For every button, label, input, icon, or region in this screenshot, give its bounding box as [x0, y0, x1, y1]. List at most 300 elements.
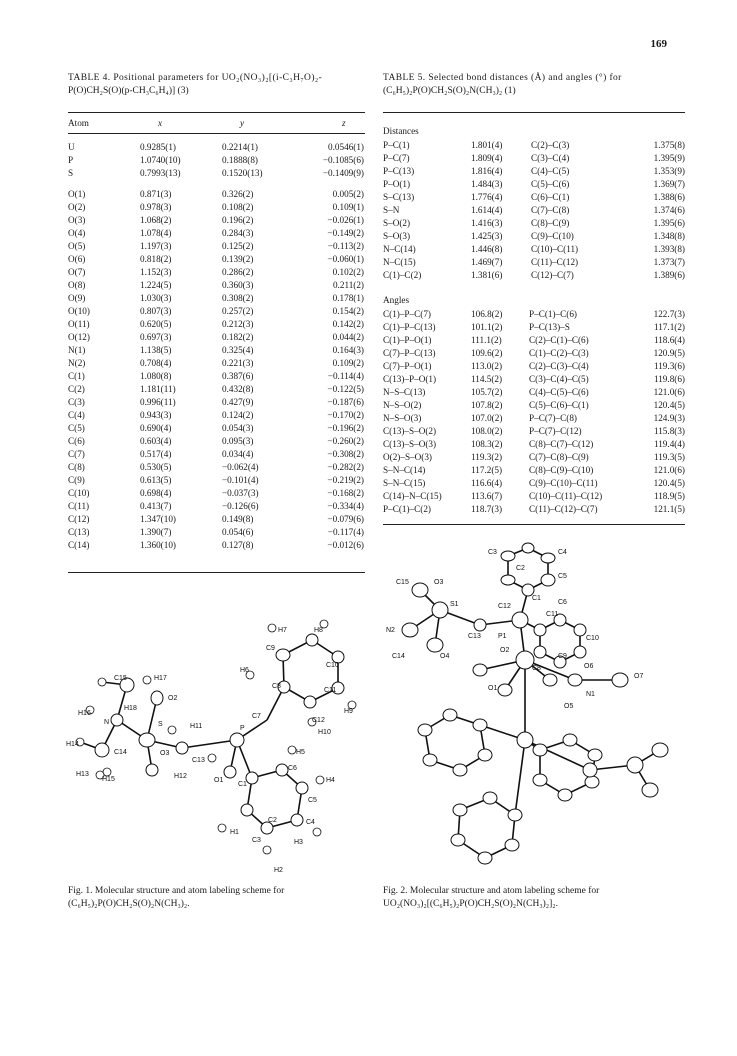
angle-row [383, 502, 685, 515]
distance-value-left: 1.614(4) [471, 204, 503, 215]
distance-value-right: 1.393(8) [653, 243, 685, 254]
table4-y-cell: −0.037(3) [222, 487, 259, 498]
angle-bond-right: C(5)–C(6)–C(1) [529, 399, 589, 410]
table4-z-cell: 0.154(2) [332, 305, 364, 316]
table4-row [68, 187, 365, 200]
distance-bond-right: C(5)–C(6) [531, 178, 570, 189]
table4-body [68, 140, 365, 551]
table4-y-cell: 0.221(3) [222, 357, 254, 368]
distance-bond-left: S–O(2) [383, 217, 411, 228]
table4-z-cell: −0.308(2) [327, 448, 364, 459]
table4-atom-cell: O(6) [68, 253, 86, 264]
fig1-label-c3: C3 [252, 837, 261, 844]
table4-z-cell: −0.1409(9) [322, 167, 364, 178]
fig2-label-o3: O3 [434, 579, 444, 586]
table4-atom-cell: O(2) [68, 201, 86, 212]
table4-x-cell: 0.697(3) [140, 331, 172, 342]
table4-x-cell: 0.807(3) [140, 305, 172, 316]
table4-row [68, 447, 365, 460]
table4-atom-cell: C(11) [68, 500, 90, 511]
angle-bond-left: S–N–C(15) [383, 477, 426, 488]
table4-row [68, 153, 365, 166]
table4-atom-cell: C(7) [68, 448, 85, 459]
distance-row [383, 151, 685, 164]
table4-x-cell: 1.197(3) [140, 240, 172, 251]
angle-row [383, 333, 685, 346]
distance-row [383, 190, 685, 203]
angle-bond-left: O(2)–S–O(3) [383, 451, 432, 462]
angle-value-left: 114.5(2) [471, 373, 503, 384]
table4-x-cell: 1.078(4) [140, 227, 172, 238]
table4-x-cell: 0.943(3) [140, 409, 172, 420]
angle-bond-right: C(4)–C(5)–C(6) [529, 386, 589, 397]
table4-z-cell: 0.211(2) [332, 279, 364, 290]
table4-row [68, 395, 365, 408]
angle-value-left: 101.1(2) [471, 321, 503, 332]
table5-caption: TABLE 5. Selected bond distances (Å) and angles (°) for (C₆H₅)₂P(O)CH₂S(O)₂N(CH₃)₂ (1) [383, 73, 622, 96]
angle-row [383, 346, 685, 359]
angle-bond-left: P–C(1)–C(2) [383, 503, 431, 514]
fig1-label-c8: C8 [272, 683, 281, 690]
table4-header-rule [68, 133, 365, 134]
fig1-label-c12: C12 [312, 717, 325, 724]
distances-heading: Distances [383, 126, 419, 136]
fig1-label-h12: H12 [174, 773, 187, 780]
table4-atom-cell: O(12) [68, 331, 90, 342]
distance-row [383, 229, 685, 242]
table4-atom-cell: C(13) [68, 526, 90, 537]
distance-value-right: 1.374(6) [653, 204, 685, 215]
angle-value-right: 119.3(5) [653, 451, 685, 462]
table4-x-cell: 0.708(4) [140, 357, 172, 368]
table4-atom-cell: N(1) [68, 344, 86, 355]
distances-body [383, 138, 685, 281]
table4-z-cell: −0.114(4) [327, 370, 364, 381]
table4-bottom-rule [68, 572, 365, 573]
fig2-label-n2: N2 [386, 627, 395, 634]
angle-bond-left: N–S–O(2) [383, 399, 422, 410]
angle-bond-left: N–S–O(3) [383, 412, 422, 423]
angle-row [383, 411, 685, 424]
table4-row [68, 226, 365, 239]
fig1-label-h10: H10 [318, 729, 331, 736]
table4-z-cell: −0.260(2) [327, 435, 364, 446]
angle-bond-right: C(1)–C(2)–C(3) [529, 347, 589, 358]
fig1-label-c15: C15 [114, 675, 127, 682]
table4-header-z: z [342, 118, 346, 128]
table4-y-cell: 0.284(3) [222, 227, 254, 238]
fig1-label-o2: O2 [168, 695, 178, 702]
table4-y-cell: 0.1520(13) [222, 167, 263, 178]
angle-bond-left: C(7)–P–O(1) [383, 360, 432, 371]
table4-row [68, 265, 365, 278]
table4-y-cell: 0.286(2) [222, 266, 254, 277]
fig1-label-s: S [158, 721, 163, 728]
distance-bond-right: C(12)–C(7) [531, 269, 574, 280]
distance-value-left: 1.381(6) [471, 269, 503, 280]
distance-bond-right: C(10)–C(11) [531, 243, 579, 254]
fig2-label-o6: O6 [584, 663, 594, 670]
angle-row [383, 385, 685, 398]
table4-row [68, 140, 365, 153]
table4-z-cell: 0.142(2) [332, 318, 364, 329]
table4-atom-cell: S [68, 167, 74, 178]
table4-row [68, 330, 365, 343]
angle-value-right: 121.0(6) [653, 386, 685, 397]
fig1-label-h17: H17 [154, 675, 167, 682]
table4-row [68, 356, 365, 369]
table4-x-cell: 0.620(5) [140, 318, 172, 329]
fig1-label-h15: H15 [102, 776, 115, 783]
angle-bond-right: C(9)–C(10)–C(11) [529, 477, 598, 488]
angle-value-right: 119.3(6) [653, 360, 685, 371]
table4-z-cell: 0.0546(1) [328, 141, 364, 152]
table4-y-cell: 0.095(3) [222, 435, 254, 446]
distance-value-right: 1.395(6) [653, 217, 685, 228]
table4-z-cell: −0.170(2) [327, 409, 364, 420]
angle-bond-right: C(11)–C(12)–C(7) [529, 503, 598, 514]
table4-x-cell: 1.360(10) [140, 539, 176, 550]
fig1-label-o1: O1 [214, 777, 224, 784]
angle-value-right: 124.9(3) [653, 412, 685, 423]
table4-atom-cell: O(4) [68, 227, 86, 238]
table4-row [68, 408, 365, 421]
table4-y-cell: 0.308(2) [222, 292, 254, 303]
table4-y-cell: 0.139(2) [222, 253, 254, 264]
table4-z-cell: 0.102(2) [332, 266, 364, 277]
table4-y-cell: 0.108(2) [222, 201, 254, 212]
table4-row [68, 369, 365, 382]
distance-bond-left: S–C(13) [383, 191, 415, 202]
distance-value-right: 1.353(9) [653, 165, 685, 176]
table4-atom-cell: C(12) [68, 513, 90, 524]
distance-value-left: 1.416(3) [471, 217, 503, 228]
distance-row [383, 255, 685, 268]
table4-y-cell: 0.124(2) [222, 409, 254, 420]
distance-bond-left: S–O(3) [383, 230, 411, 241]
table4-x-cell: 1.181(11) [140, 383, 176, 394]
table4-z-cell: −0.012(6) [327, 539, 364, 550]
fig1-label-h2: H2 [274, 867, 283, 874]
figure1-svg [62, 610, 372, 880]
fig2-label-c12: C12 [498, 603, 511, 610]
distance-value-left: 1.809(4) [471, 152, 503, 163]
table4-atom-cell: O(5) [68, 240, 86, 251]
angle-value-right: 121.1(5) [653, 503, 685, 514]
table4-y-cell: 0.427(9) [222, 396, 254, 407]
angle-row [383, 320, 685, 333]
table4-row [68, 512, 365, 525]
angle-bond-right: P–C(7)–C(8) [529, 412, 577, 423]
figure2-svg [380, 540, 690, 880]
table4-x-cell: 1.080(8) [140, 370, 172, 381]
fig1-label-c1: C1 [238, 781, 247, 788]
table5-top-rule [383, 112, 685, 113]
fig1-label-h6: H6 [240, 667, 249, 674]
fig2-label-o4: O4 [440, 653, 450, 660]
table4-z-cell: −0.149(2) [327, 227, 364, 238]
angle-row [383, 489, 685, 502]
fig1-label-c5: C5 [308, 797, 317, 804]
distance-bond-left: P–C(1) [383, 139, 410, 150]
table5-bottom-rule [383, 524, 685, 525]
distance-value-left: 1.425(3) [471, 230, 503, 241]
table4-row [68, 434, 365, 447]
figure1-structure [62, 610, 372, 880]
table4-x-cell: 0.613(5) [140, 474, 172, 485]
table4-row [68, 421, 365, 434]
distance-bond-left: P–C(13) [383, 165, 415, 176]
table4-row [68, 343, 365, 356]
fig1-label-p: P [240, 725, 245, 732]
distance-value-right: 1.389(6) [653, 269, 685, 280]
angle-row [383, 450, 685, 463]
table4-group-gap [68, 179, 365, 187]
angle-value-right: 120.4(5) [653, 399, 685, 410]
table4-atom-cell: C(5) [68, 422, 85, 433]
fig1-label-c7: C7 [252, 713, 261, 720]
angle-bond-right: P–C(7)–C(12) [529, 425, 582, 436]
fig1-label-h18: H18 [124, 705, 137, 712]
fig2-label-o7: O7 [634, 673, 644, 680]
angle-bond-right: P–C(1)–C(6) [529, 308, 577, 319]
fig1-label-h5: H5 [296, 749, 305, 756]
table4-y-cell: 0.034(4) [222, 448, 254, 459]
angle-bond-right: C(8)–C(7)–C(12) [529, 438, 594, 449]
angle-value-left: 107.0(2) [471, 412, 503, 423]
table4-row [68, 460, 365, 473]
table4-row [68, 317, 365, 330]
fig1-label-h14: H14 [66, 741, 79, 748]
fig1-label-h13: H13 [76, 771, 89, 778]
distance-value-left: 1.801(4) [471, 139, 503, 150]
table4-x-cell: 0.978(3) [140, 201, 172, 212]
fig1-label-c11: C11 [324, 687, 337, 694]
angle-bond-left: C(1)–P–O(1) [383, 334, 432, 345]
table4-x-cell: 1.347(10) [140, 513, 176, 524]
angle-value-left: 117.2(5) [471, 464, 503, 475]
angle-bond-left: S–N–C(14) [383, 464, 426, 475]
angle-bond-left: C(1)–P–C(7) [383, 308, 431, 319]
figure2-caption: Fig. 2. Molecular structure and atom labeling scheme for UO₂(NO₃)₂[(C₆H₅)₂P(O)CH₂S(O)₂N(CH₃)₂]₂. [383, 886, 600, 909]
angle-value-left: 118.7(3) [471, 503, 503, 514]
angle-bond-right: C(2)–C(3)–C(4) [529, 360, 589, 371]
table4-y-cell: 0.054(3) [222, 422, 254, 433]
table4-y-cell: 0.325(4) [222, 344, 254, 355]
angles-heading: Angles [383, 295, 410, 305]
angle-bond-left: C(7)–P–C(13) [383, 347, 436, 358]
angle-row [383, 463, 685, 476]
table4-row [68, 538, 365, 551]
table4-x-cell: 1.152(3) [140, 266, 172, 277]
table4-y-cell: 0.127(8) [222, 539, 254, 550]
table4-y-cell: 0.2214(1) [222, 141, 258, 152]
table4-x-cell: 1.390(7) [140, 526, 172, 537]
table4-z-cell: −0.113(2) [327, 240, 364, 251]
distance-bond-left: C(1)–C(2) [383, 269, 422, 280]
table4-x-cell: 1.068(2) [140, 214, 172, 225]
table4-z-cell: −0.122(5) [327, 383, 364, 394]
table4-header-y: y [240, 118, 245, 128]
fig2-label-o5: O5 [564, 703, 574, 710]
angle-value-right: 119.8(6) [653, 373, 685, 384]
distance-bond-left: S–N [383, 204, 400, 215]
angle-bond-left: N–S–C(13) [383, 386, 426, 397]
table4-x-cell: 1.224(5) [140, 279, 172, 290]
fig2-label-c2: C2 [516, 565, 525, 572]
angle-value-right: 118.6(4) [653, 334, 685, 345]
table4-x-cell: 0.996(11) [140, 396, 176, 407]
table4-z-cell: −0.079(6) [327, 513, 364, 524]
angle-row [383, 372, 685, 385]
table4-row [68, 304, 365, 317]
fig2-label-c9: C9 [558, 653, 567, 660]
page-number: 169 [650, 38, 667, 50]
angle-value-left: 119.3(2) [471, 451, 503, 462]
fig1-label-n: N [104, 719, 110, 726]
table4-atom-cell: C(9) [68, 474, 85, 485]
distance-value-left: 1.446(8) [471, 243, 503, 254]
fig1-label-h7: H7 [278, 627, 287, 634]
table4-header [68, 116, 365, 130]
fig1-label-o3: O3 [160, 750, 170, 757]
angle-value-right: 119.4(4) [653, 438, 685, 449]
angle-value-right: 120.9(5) [653, 347, 685, 358]
fig2-label-p1: P1 [498, 633, 507, 640]
table4-z-cell: 0.005(2) [332, 188, 364, 199]
fig2-label-c3: C3 [488, 549, 497, 556]
angle-bond-left: C(13)–P–O(1) [383, 373, 437, 384]
table4-x-cell: 1.138(5) [140, 344, 172, 355]
angle-value-left: 113.6(7) [471, 490, 503, 501]
table4-y-cell: 0.125(2) [222, 240, 254, 251]
table4-z-cell: −0.026(1) [327, 214, 364, 225]
table4-x-cell: 0.698(4) [140, 487, 172, 498]
table4-z-cell: 0.109(1) [332, 201, 364, 212]
table4-x-cell: 0.7993(13) [140, 167, 181, 178]
table4-row [68, 239, 365, 252]
table4-y-cell: 0.326(2) [222, 188, 254, 199]
table4-row [68, 382, 365, 395]
table4-y-cell: −0.126(6) [222, 500, 259, 511]
fig1-label-c13: C13 [192, 757, 205, 764]
table4-header-x: x [158, 118, 163, 128]
angle-value-right: 118.9(5) [653, 490, 685, 501]
distance-bond-left: P–O(1) [383, 178, 411, 189]
fig1-label-c9: C9 [266, 645, 275, 652]
table4-atom-cell: O(1) [68, 188, 86, 199]
distance-bond-right: C(7)–C(8) [531, 204, 570, 215]
distance-row [383, 242, 685, 255]
angle-row [383, 307, 685, 320]
distance-value-left: 1.776(4) [471, 191, 503, 202]
table4 [68, 116, 365, 551]
distance-row [383, 138, 685, 151]
table4-atom-cell: O(8) [68, 279, 86, 290]
fig1-label-h16: H16 [78, 710, 91, 717]
distance-bond-left: N–C(15) [383, 256, 416, 267]
table4-y-cell: 0.360(3) [222, 279, 254, 290]
table4-z-cell: 0.109(2) [332, 357, 364, 368]
distance-bond-right: C(9)–C(10) [531, 230, 574, 241]
angle-bond-left: C(13)–S–O(3) [383, 438, 437, 449]
angle-value-left: 108.0(2) [471, 425, 503, 436]
table4-atom-cell: C(1) [68, 370, 85, 381]
angle-bond-right: C(7)–C(8)–C(9) [529, 451, 589, 462]
distance-row [383, 164, 685, 177]
fig1-label-h4: H4 [326, 777, 335, 784]
distance-bond-left: P–C(7) [383, 152, 410, 163]
table4-atom-cell: O(11) [68, 318, 90, 329]
table4-atom-cell: N(2) [68, 357, 86, 368]
distance-value-left: 1.484(3) [471, 178, 503, 189]
angles-body [383, 307, 685, 515]
table4-row [68, 525, 365, 538]
table4-x-cell: 0.690(4) [140, 422, 172, 433]
angle-value-left: 105.7(2) [471, 386, 503, 397]
angle-row [383, 359, 685, 372]
angle-value-left: 111.1(2) [471, 334, 502, 345]
angle-bond-right: C(10)–C(11)–C(12) [529, 490, 603, 501]
table4-z-cell: −0.117(4) [327, 526, 364, 537]
fig1-label-c6: C6 [288, 765, 297, 772]
distance-value-right: 1.388(6) [653, 191, 685, 202]
table4-atom-cell: C(6) [68, 435, 85, 446]
fig1-label-h1: H1 [230, 829, 239, 836]
fig1-label-h11: H11 [190, 723, 203, 730]
table4-z-cell: −0.1085(6) [322, 154, 364, 165]
fig2-label-c13: C13 [468, 633, 481, 640]
distance-value-right: 1.348(8) [653, 230, 685, 241]
fig2-label-c4: C4 [558, 549, 567, 556]
table4-y-cell: 0.257(2) [222, 305, 254, 316]
table4-z-cell: −0.060(1) [327, 253, 364, 264]
fig1-label-h9: H9 [344, 708, 353, 715]
angle-row [383, 424, 685, 437]
table4-y-cell: 0.182(2) [222, 331, 254, 342]
table4-row [68, 291, 365, 304]
table4-x-cell: 0.517(4) [140, 448, 172, 459]
angle-row [383, 398, 685, 411]
angle-bond-right: P–C(13)–S [529, 321, 570, 332]
fig1-label-c4: C4 [306, 819, 315, 826]
fig1-label-c10: C10 [326, 662, 339, 669]
table4-x-cell: 0.818(2) [140, 253, 172, 264]
distance-value-right: 1.373(7) [653, 256, 685, 267]
table4-z-cell: −0.219(2) [327, 474, 364, 485]
fig2-label-c14: C14 [392, 653, 405, 660]
table4-caption: TABLE 4. Positional parameters for UO₂(NO₃)₂[(i-C₃H₇O)₂- P(O)CH₂S(O)(p-CH₃C₆H₄)] (3) [68, 73, 323, 96]
distance-bond-right: C(6)–C(1) [531, 191, 570, 202]
table4-y-cell: 0.1888(8) [222, 154, 258, 165]
angle-bond-right: C(2)–C(1)–C(6) [529, 334, 589, 345]
table4-atom-cell: C(3) [68, 396, 85, 407]
fig1-label-h8: H8 [314, 627, 323, 634]
table4-y-cell: 0.149(8) [222, 513, 254, 524]
table4-row [68, 200, 365, 213]
fig2-label-c10: C10 [586, 635, 599, 642]
table4-y-cell: 0.196(2) [222, 214, 254, 225]
angle-bond-right: C(3)–C(4)–C(5) [529, 373, 589, 384]
distance-bond-left: N–C(14) [383, 243, 416, 254]
table4-row [68, 473, 365, 486]
fig2-label-n1: N1 [586, 691, 595, 698]
angle-value-right: 122.7(3) [653, 308, 685, 319]
table4-top-rule [68, 112, 365, 113]
table4-x-cell: 0.530(5) [140, 461, 172, 472]
angle-bond-left: C(13)–S–O(2) [383, 425, 437, 436]
angle-value-left: 116.6(4) [471, 477, 503, 488]
